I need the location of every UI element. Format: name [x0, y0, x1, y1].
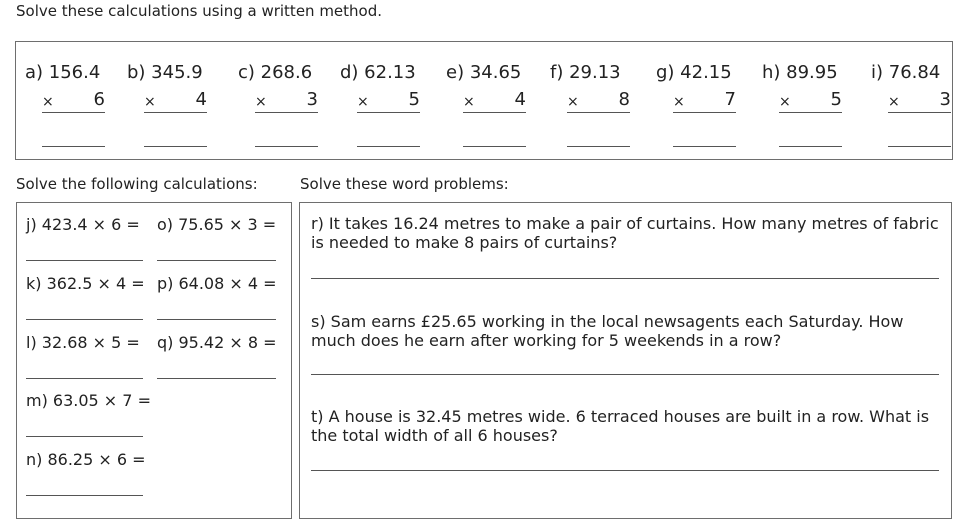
- answer-line[interactable]: [157, 319, 276, 320]
- times-sign: ×: [42, 94, 54, 110]
- written-calc-label: d) 62.13: [340, 62, 416, 83]
- written-calc-multiplier: 8: [618, 89, 630, 110]
- written-calc-multiplier: 5: [408, 89, 420, 110]
- calc-question-m: m) 63.05 × 7 =: [26, 391, 151, 410]
- written-calc-e: [446, 42, 526, 160]
- calc-question-o: o) 75.65 × 3 =: [157, 215, 277, 234]
- answer-line[interactable]: [463, 146, 526, 147]
- times-sign: ×: [567, 94, 579, 110]
- answer-line[interactable]: [157, 260, 276, 261]
- written-calc-f: [550, 42, 630, 160]
- following-calculations-list: [17, 203, 291, 518]
- word-problems-list: [300, 203, 951, 518]
- written-calc-multiplier: 3: [939, 89, 951, 110]
- answer-line[interactable]: [144, 146, 207, 147]
- times-sign: ×: [673, 94, 685, 110]
- calc-underline: [567, 112, 630, 113]
- written-calc-multiplier: 6: [93, 89, 105, 110]
- written-calc-multiplier: 5: [830, 89, 842, 110]
- word-problems-box: [299, 202, 952, 519]
- written-calc-d: [340, 42, 420, 160]
- written-calc-h: [762, 42, 842, 160]
- answer-line[interactable]: [779, 146, 842, 147]
- answer-line[interactable]: [311, 374, 939, 375]
- written-calc-multiplier: 3: [306, 89, 318, 110]
- written-calc-label: f) 29.13: [550, 62, 621, 83]
- calc-underline: [144, 112, 207, 113]
- word-problem-t: t) A house is 32.45 metres wide. 6 terraced houses are built in a row. What is the total width of all 6 houses?: [311, 407, 930, 445]
- word-problem-s: s) Sam earns £25.65 working in the local newsagents each Saturday. How much does he earn after working for 5 weekends in a row?: [311, 312, 904, 350]
- answer-line[interactable]: [255, 146, 318, 147]
- answer-line[interactable]: [311, 470, 939, 471]
- answer-line[interactable]: [673, 146, 736, 147]
- times-sign: ×: [888, 94, 900, 110]
- written-calculations-row: [16, 42, 952, 159]
- instruction-written-method: Solve these calculations using a written method.: [16, 2, 383, 20]
- calc-underline: [779, 112, 842, 113]
- times-sign: ×: [144, 94, 156, 110]
- times-sign: ×: [779, 94, 791, 110]
- written-calc-i: [871, 42, 951, 160]
- calc-question-k: k) 362.5 × 4 =: [26, 274, 145, 293]
- written-calc-multiplier: 4: [195, 89, 207, 110]
- answer-line[interactable]: [311, 278, 939, 279]
- calc-underline: [255, 112, 318, 113]
- instruction-following-calculations: Solve the following calculations:: [16, 175, 258, 193]
- calc-question-n: n) 86.25 × 6 =: [26, 450, 146, 469]
- instruction-word-problems: Solve these word problems:: [300, 175, 509, 193]
- calc-question-l: l) 32.68 × 5 =: [26, 333, 140, 352]
- calc-underline: [357, 112, 420, 113]
- written-calc-a: [25, 42, 105, 160]
- answer-line[interactable]: [157, 378, 276, 379]
- calc-underline: [463, 112, 526, 113]
- written-calc-b: [127, 42, 207, 160]
- answer-line[interactable]: [26, 436, 143, 437]
- written-calculations-box: [15, 41, 953, 160]
- calc-underline: [888, 112, 951, 113]
- written-calc-label: c) 268.6: [238, 62, 313, 83]
- answer-line[interactable]: [357, 146, 420, 147]
- written-calc-label: e) 34.65: [446, 62, 522, 83]
- times-sign: ×: [357, 94, 369, 110]
- written-calc-g: [656, 42, 736, 160]
- calc-underline: [673, 112, 736, 113]
- written-calc-label: g) 42.15: [656, 62, 732, 83]
- calc-question-j: j) 423.4 × 6 =: [26, 215, 140, 234]
- answer-line[interactable]: [26, 378, 143, 379]
- answer-line[interactable]: [26, 319, 143, 320]
- times-sign: ×: [463, 94, 475, 110]
- calc-underline: [42, 112, 105, 113]
- calc-question-q: q) 95.42 × 8 =: [157, 333, 277, 352]
- written-calc-c: [238, 42, 318, 160]
- calc-question-p: p) 64.08 × 4 =: [157, 274, 277, 293]
- written-calc-label: b) 345.9: [127, 62, 203, 83]
- times-sign: ×: [255, 94, 267, 110]
- written-calc-label: i) 76.84: [871, 62, 941, 83]
- answer-line[interactable]: [26, 495, 143, 496]
- answer-line[interactable]: [26, 260, 143, 261]
- written-calc-label: a) 156.4: [25, 62, 101, 83]
- answer-line[interactable]: [567, 146, 630, 147]
- answer-line[interactable]: [42, 146, 105, 147]
- answer-line[interactable]: [888, 146, 951, 147]
- word-problem-r: r) It takes 16.24 metres to make a pair of curtains. How many metres of fabric is needed to make 8 pairs of curtains?: [311, 214, 939, 252]
- written-calc-label: h) 89.95: [762, 62, 838, 83]
- written-calc-multiplier: 7: [724, 89, 736, 110]
- written-calc-multiplier: 4: [514, 89, 526, 110]
- following-calculations-box: [16, 202, 292, 519]
